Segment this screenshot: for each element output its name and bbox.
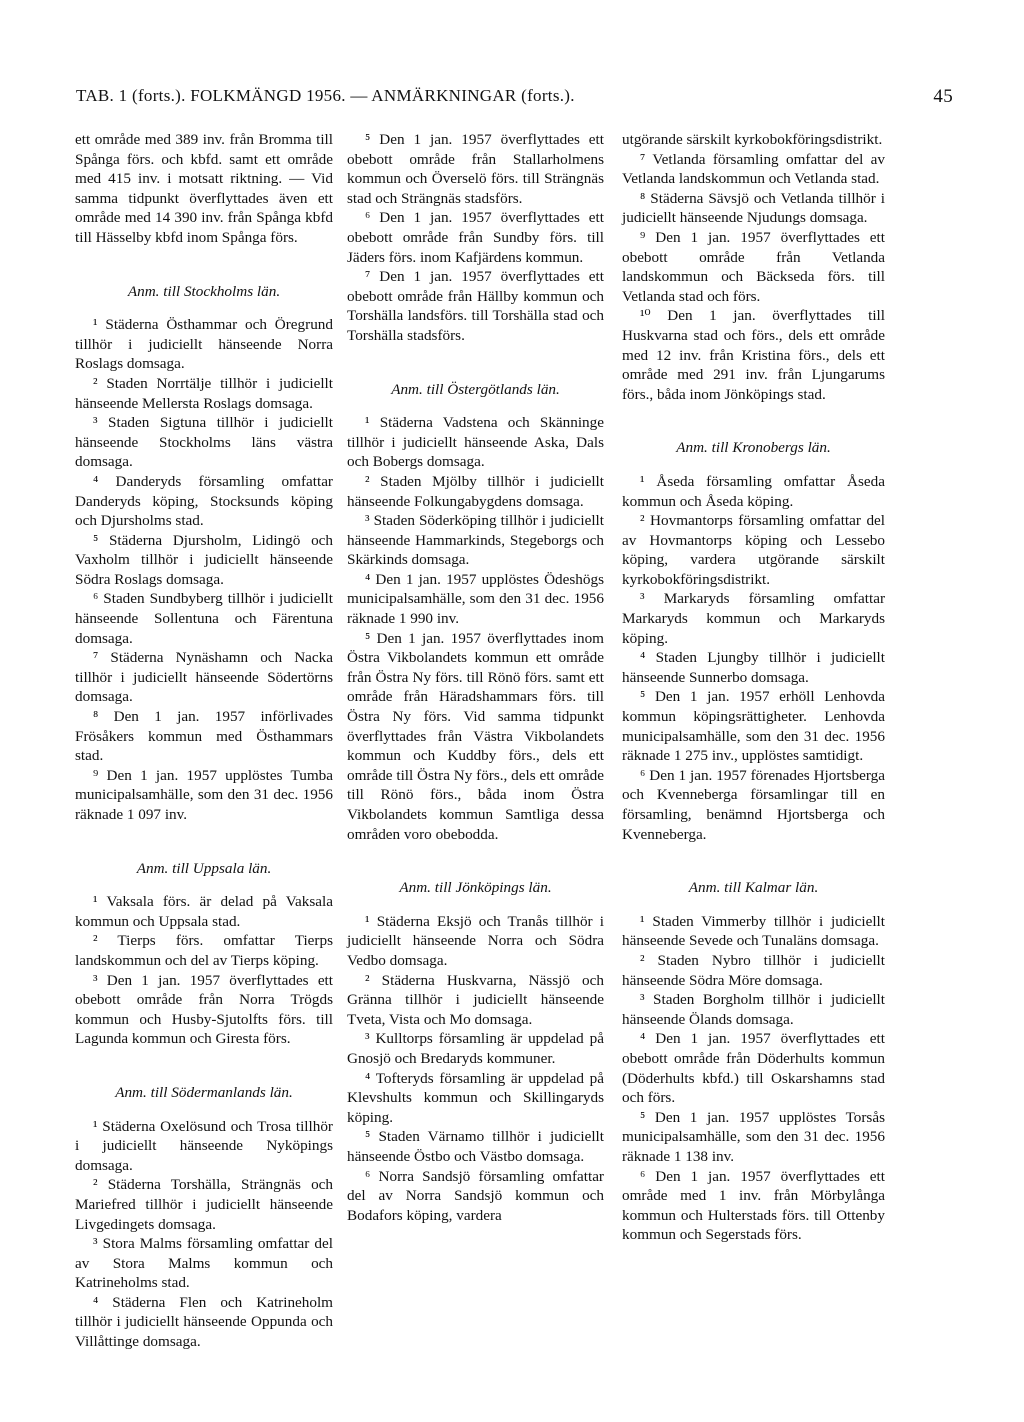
section-heading-kalmar: Anm. till Kalmar län. [688,879,819,897]
page-number: 45 [933,86,953,107]
note: ⁶ Den 1 jan. 1957 överflyttades ett område med 1 inv. från Mörbylånga kommun och Hulterstads förs. till Ottenby kommun och Segerstads förs. [622,1167,885,1244]
column-2 [347,130,604,1225]
note: ² Staden Mjölby tillhör i judiciellt hänseende Folkungabygdens domsaga. [347,472,604,510]
section-heading-uppsala: Anm. till Uppsala län. [136,859,272,877]
note: ⁵ Den 1 jan. 1957 överflyttades ett obebott område från Stallarholmens kommun och Överselö förs. till Strängnäs stad och Strängnäs stadsförs. [347,131,604,207]
continued-text: utgörande särskilt kyrkobokföringsdistrikt. [622,131,883,148]
note: ³ Den 1 jan. 1957 överflyttades ett obebott område från Norra Trögds kommun och Husby-Sjutolfts förs. till Lagunda kommun och Giresta förs. [75,971,333,1048]
note: ⁴ Danderyds församling omfattar Danderyds köping, Stocksunds köping och Djursholms stad. [75,472,333,530]
note: ⁵ Den 1 jan. 1957 överflyttades inom Östra Vikbolandets kommun ett område från Östra Ny förs. till Rönö förs. samt ett område från Häradshammars förs. till Östra Ny förs. Vid samma tidpunkt överflyttades från Västra Vikbolandets kommun och Kuddby förs., dels ett område till Östra Ny förs., dels ett område till Rönö förs., båda inom Östra Vikbolandets kommun Samtliga dessa områden voro obebodda. [347,629,604,843]
note: ³ Markaryds församling omfattar Markaryds kommun och Markaryds köping. [622,590,885,647]
note: ¹ Städerna Eksjö och Tranås tillhör i judiciellt hänseende Norra och Södra Vedbo domsaga. [347,912,604,969]
note: ⁶ Staden Sundbyberg tillhör i judiciellt hänseende Sollentuna och Färentuna domsaga. [75,590,333,647]
note: ⁵ Den 1 jan. 1957 upplöstes Torsås municipalsamhälle, som den 31 dec. 1956 räknade 1 138 inv. [622,1108,885,1165]
note: ⁴ Tofteryds församling är uppdelad på Klevshults kommun och Skillingaryds köping. [347,1069,604,1126]
note: ⁵ Den 1 jan. 1957 erhöll Lenhovda kommun köpingsrättigheter. Lenhovda municipalsamhälle, som den 31 dec. 1956 räknade 1 275 inv., upplöstes samtidigt. [622,688,885,765]
note: ¹ Städerna Vadstena och Skänninge tillhör i judiciellt hänseende Aska, Dals och Bobergs domsaga. [347,414,604,471]
note: ² Staden Nybro tillhör i judiciellt hänseende Södra Möre domsaga. [622,951,885,989]
note: ⁵ Städerna Djursholm, Lidingö och Vaxholm tillhör i judiciellt hänseende Södra Roslags domsaga. [75,531,333,588]
note: ⁷ Vetlanda församling omfattar del av Vetlanda landskommun och Vetlanda stad. [622,150,885,188]
note: ¹ Vaksala förs. är delad på Vaksala kommun och Uppsala stad. [75,893,333,930]
column-3 [622,130,885,1245]
note: ² Tierps förs. omfattar Tierps landskommun och del av Tierps köping. [75,932,333,969]
section-heading-ostergotland: Anm. till Östergötlands län. [391,380,560,398]
section-heading-sodermanland: Anm. till Södermanlands län. [115,1083,293,1101]
note: ³ Stora Malms församling omfattar del av Stora Malms kommun och Katrineholms stad. [75,1235,333,1292]
note: ⁶ Den 1 jan. 1957 förenades Hjortsberga och Kvenneberga församlingar till en församling, benämnd Hjortsberga och Kvenneberga. [622,766,885,843]
note: ⁷ Den 1 jan. 1957 överflyttades ett obebott område från Hällby kommun och Torshälla landsförs. till Torshälla stad och Torshälla stadsförs. [347,268,604,344]
continued-text: ett område med 389 inv. från Bromma till Spånga förs. och kbfd. samt ett område med 415 inv. i motsatt riktning. — Vid samma tidpunkt överflyttades även ett område med 14 390 inv. från Spånga kbfd till Hässelby kbfd inom Spånga förs. [75,131,333,246]
note: ² Städerna Torshälla, Strängnäs och Mariefred tillhör i judiciellt hänseende Livgedingets domsaga. [75,1176,333,1233]
note: ⁷ Städerna Nynäshamn och Nacka tillhör i judiciellt hänseende Södertörns domsaga. [75,649,333,706]
section-heading-jonkoping: Anm. till Jönköpings län. [399,879,552,897]
note: ⁶ Norra Sandsjö församling omfattar del av Norra Sandsjö kommun och Bodafors köping, vardera [347,1167,604,1224]
note: ¹ Städerna Östhammar och Öregrund tillhör i judiciellt hänseende Norra Roslags domsaga. [75,316,333,373]
note: ² Hovmantorps församling omfattar del av Hovmantorps köping och Lessebo köping, vardera utgörande särskilt kyrkobokföringsdistrikt. [622,512,885,588]
note: ⁶ Den 1 jan. 1957 överflyttades ett obebott område från Sundby förs. till Jäders förs. inom Kafjärdens kommun. [347,209,604,266]
note: ⁹ Den 1 jan. 1957 upplöstes Tumba municipalsamhälle, som den 31 dec. 1956 räknade 1 097 inv. [75,766,333,823]
note: ⁴ Städerna Flen och Katrineholm tillhör i judiciellt hänseende Oppunda och Villåttinge domsaga. [75,1293,333,1351]
running-title: TAB. 1 (forts.). FOLKMÄNGD 1956. — ANMÄRKNINGAR (forts.). [76,86,575,105]
note: ² Staden Norrtälje tillhör i judiciellt hänseende Mellersta Roslags domsaga. [75,374,333,412]
note: ³ Staden Borgholm tillhör i judiciellt hänseende Ölands domsaga. [622,991,885,1028]
note: ⁴ Staden Ljungby tillhör i judiciellt hänseende Sunnerbo domsaga. [622,649,885,686]
note: ⁸ Städerna Sävsjö och Vetlanda tillhör i judiciellt hänseende Njudungs domsaga. [622,189,885,227]
note: ⁵ Staden Värnamo tillhör i judiciellt hänseende Östbo och Västbo domsaga. [347,1128,604,1165]
note: ¹⁰ Den 1 jan. överflyttades till Huskvarna stad och förs., dels ett område med 12 inv. från Kristina förs., dels ett område med 291 inv. från Ljungarums förs., båda inom Jönköpings stad. [622,307,885,403]
note: ⁴ Den 1 jan. 1957 överflyttades ett obebott område från Döderhults kommun (Döderhults kbfd.) till Oskarshamns stad och förs. [622,1030,885,1107]
note: ¹ Städerna Oxelösund och Trosa tillhör i judiciellt hänseende Nyköpings domsaga. [75,1117,333,1174]
section-heading-stockholm: Anm. till Stockholms län. [127,282,281,300]
note: ⁹ Den 1 jan. 1957 överflyttades ett obebott område från Vetlanda landskommun och Bäckseda förs. till Vetlanda stad och förs. [622,228,885,305]
note: ³ Kulltorps församling är uppdelad på Gnosjö och Bredaryds kommuner. [347,1030,604,1067]
page-header [76,86,953,110]
note: ¹ Staden Vimmerby tillhör i judiciellt hänseende Sevede och Tunaläns domsaga. [622,912,885,950]
note: ¹ Åseda församling omfattar Åseda kommun och Åseda köping. [622,472,885,510]
note: ³ Staden Söderköping tillhör i judiciellt hänseende Hammarkinds, Stegeborgs och Skärkinds domsaga. [347,512,604,569]
note: ⁴ Den 1 jan. 1957 upplöstes Ödeshögs municipalsamhälle, som den 31 dec. 1956 räknade 1 990 inv. [347,570,604,628]
note: ³ Staden Sigtuna tillhör i judiciellt hänseende Stockholms läns västra domsaga. [75,414,333,471]
note: ² Städerna Huskvarna, Nässjö och Gränna tillhör i judiciellt hänseende Tveta, Vista och Mo domsaga. [347,971,604,1028]
section-heading-kronoberg: Anm. till Kronobergs län. [676,439,831,457]
column-1 [75,130,333,1352]
note: ⁸ Den 1 jan. 1957 införlivades Frösåkers kommun med Östhammars stad. [75,708,333,765]
